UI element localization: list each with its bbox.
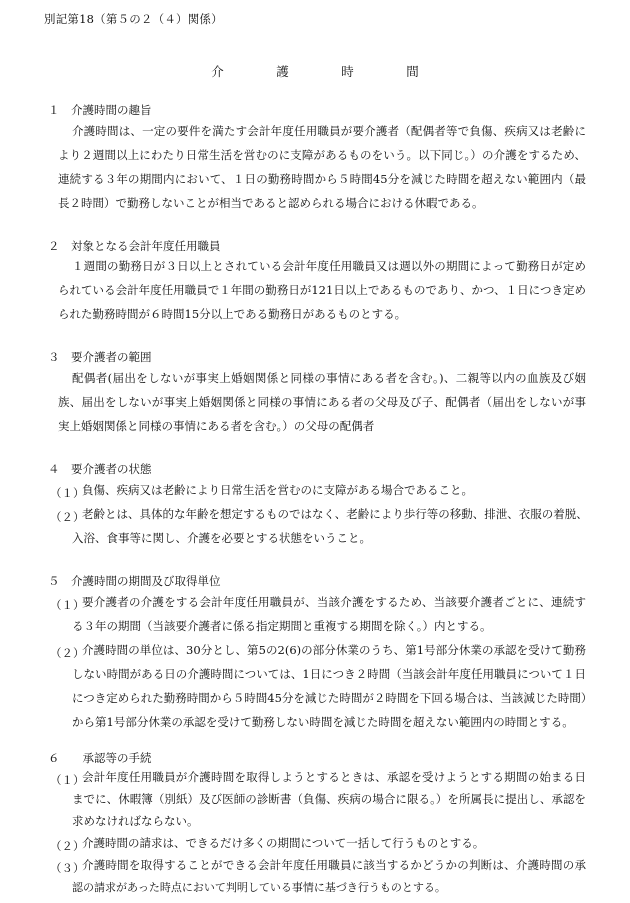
item-line: 要介護者の介護をする会計年度任用職員が、当該介護をするため、当該要介護者ごとに、連続す (82, 595, 586, 609)
item-line: 求めなければならない。 (72, 814, 199, 828)
item-number: （３） (50, 861, 85, 875)
section-heading: ５ 介護時間の期間及び取得単位 (48, 574, 221, 588)
document-reference: 別記第18（第５の２（４）関係） (44, 12, 223, 26)
item-number: （１） (50, 773, 85, 787)
item-line: 老齢とは、具体的な年齢を想定するものではなく、老齢により歩行等の移動、排泄、衣服の着脱、 (82, 507, 588, 521)
section-heading: ４ 要介護者の状態 (48, 462, 152, 476)
paragraph-line: 族、届出をしないが事実上婚姻関係と同様の事情にある者の父母及び子、配偶者（届出をしないが事 (58, 395, 586, 409)
item-line: る３年の期間（当該要介護者に係る指定期間と重複する期間を除く。）内とする。 (72, 619, 492, 633)
item-line: 入浴、食事等に関し、介護を必要とする状態をいうこと。 (72, 531, 371, 545)
item-line: 負傷、疾病又は老齢により日常生活を営むのに支障がある場合であること。 (82, 483, 473, 497)
item-number: （２） (50, 839, 85, 853)
paragraph-line: られた勤務時間が６時間15分以上である勤務日があるものとする。 (58, 307, 407, 321)
item-line: 介護時間を取得することができる会計年度任用職員に該当するかどうかの判断は、介護時間の承 (82, 858, 586, 872)
paragraph-line: られている会計年度任用職員で１年間の勤務日が121日以上であるものであり、かつ、１日につき定め (58, 283, 586, 297)
item-line: につき定められた勤務時間から５時間45分を減じた時間が２時間を下回る場合は、当該減じた時間） (72, 691, 593, 705)
section-heading: ３ 要介護者の範囲 (48, 350, 152, 364)
item-line: から第1号部分休業の承認を受けて勤務しない時間を減じた時間を超えない範囲内の時間とする。 (72, 715, 574, 729)
paragraph-line: 実上婚姻関係と同様の事情にある者を含む。）の父母の配偶者 (58, 419, 375, 433)
item-number: （２） (50, 646, 85, 660)
item-number: （１） (50, 598, 85, 612)
paragraph-line: より２週間以上にわたり日常生活を営むのに支障があるものをいう。以下同じ。）の介護をするため、 (58, 148, 586, 162)
paragraph-line: 連続する３年の期間内において、１日の勤務時間から５時間45分を減じた時間を超えない範囲内（最 (58, 172, 586, 186)
item-line: 会計年度任用職員が介護時間を取得しようとするときは、承認を受けようとする期間の始まる日 (82, 770, 586, 784)
paragraph-line: １週間の勤務日が３日以上とされている会計年度任用職員又は週以外の期間によって勤務日が定め (72, 259, 586, 273)
paragraph-line: 長２時間）で勤務しないことが相当であると認められる場合における休暇である。 (58, 196, 484, 210)
item-line: 介護時間の単位は、30分とし、第5の2(6)の部分休業のうち、第1号部分休業の承認を受けて勤務 (82, 643, 586, 657)
section-heading: ２ 対象となる会計年度任用職員 (48, 239, 221, 253)
item-line: しない時間がある日の介護時間については、1日につき２時間（当該会計年度任用職員について１日 (72, 667, 586, 681)
paragraph-line: 介護時間は、一定の要件を満たす会計年度任用職員が要介護者（配偶者等で負傷、疾病又は老齢に (72, 124, 586, 138)
item-line: までに、休暇簿（別紙）及び医師の診断書（負傷、疾病の場合に限る。）を所属長に提出し、承認を (72, 792, 586, 806)
item-line: 介護時間の請求は、できるだけ多くの期間について一括して行うものとする。 (82, 836, 485, 850)
paragraph-line: 配偶者(届出をしないが事実上婚姻関係と同様の事情にある者を含む。)、二親等以内の血族及び姻 (72, 371, 586, 385)
section-heading: １ 介護時間の趣旨 (48, 103, 152, 117)
item-number: （１） (50, 486, 85, 500)
item-number: （２） (50, 510, 85, 524)
document-title: 介 護 時 間 (211, 64, 439, 79)
item-line: 認の請求があった時点において判明している事情に基づき行うものとする。 (72, 881, 446, 894)
section-heading: ６ 承認等の手続 (48, 751, 152, 765)
